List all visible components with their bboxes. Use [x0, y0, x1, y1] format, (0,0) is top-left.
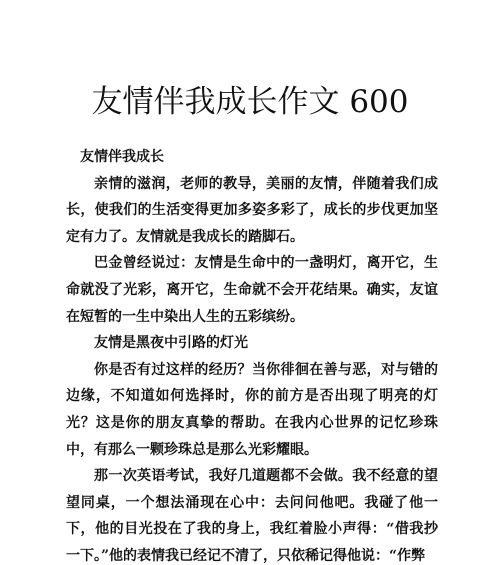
paragraph-subheading: 友情伴我成长 [80, 149, 164, 165]
paragraph-section-heading: 友情是黑夜中引路的灯光 [94, 335, 248, 352]
paragraph: 亲情的滋润，老师的教导，美丽的友情，伴随着我们成长，使我们的生活变得更加多姿多彩了，成长的步伐更加坚定有力了。友情就是我成长的踏脚石。 [66, 175, 438, 245]
paragraph: 巴金曾经说过：友情是生命中的一盏明灯，离开它，生命就没了光彩，离开它，生命就不会开花结果。确实，友谊在短暂的一生中染出人生的五彩缤纷。 [66, 255, 438, 325]
paragraph: 你是否有过这样的经历？当你徘徊在善与恶，对与错的边缘，不知道如何选择时，你的前方是否出现了明亮的灯光？这是你的朋友真挚的帮助。在我内心世界的记忆珍珠中，有那么一颗珍珠总是那么光彩耀眼。 [66, 361, 438, 458]
document-body [66, 144, 438, 565]
paragraph: 那一次英语考试，我好几道题都不会做。我不经意的望望同桌，一个想法涌现在心中：去问问他吧。我碰了他一下，他的目光投在了我的身上，我红着脸小声得：“借我抄一下。”他的表情我已经记不清了，只依稀记得他说：“作弊 [66, 468, 438, 564]
document-title: 友情伴我成长作文 600 [91, 84, 409, 120]
